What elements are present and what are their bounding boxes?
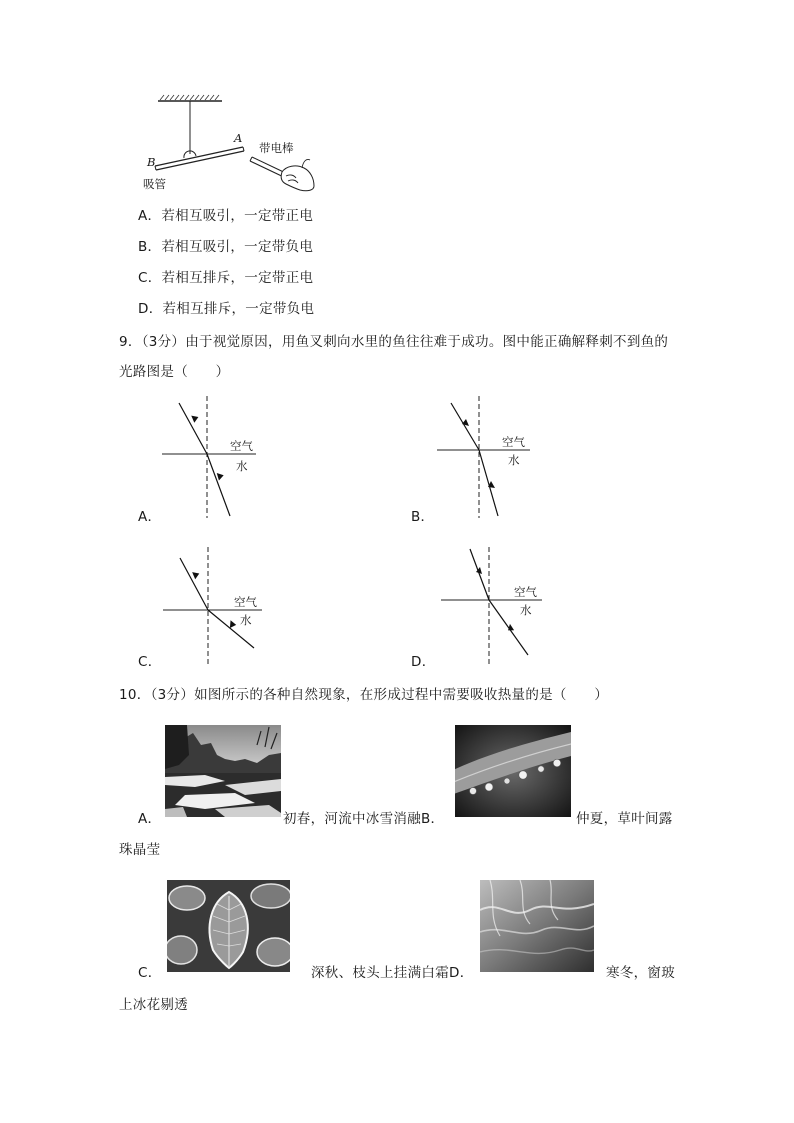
q10-option-d-text-2: 上冰花剔透 bbox=[119, 997, 188, 1013]
q10-option-a-letter: A． bbox=[138, 811, 162, 827]
option-text: 若相互吸引，一定带负电 bbox=[161, 239, 314, 255]
option-letter: B． bbox=[138, 239, 162, 255]
q10-stem: 10．（3分）如图所示的各种自然现象，在形成过程中需要吸收热量的是（ ） bbox=[119, 687, 609, 703]
option-letter: A． bbox=[138, 208, 162, 224]
q9-stem-line2: 光路图是（ ） bbox=[119, 364, 230, 380]
q10-option-d-text-1: 寒冬，窗玻 bbox=[606, 965, 675, 981]
river-ice-photo[interactable] bbox=[165, 725, 281, 817]
water-label: 水 bbox=[236, 459, 248, 473]
straw-label: 吸管 bbox=[143, 177, 166, 191]
water-label: 水 bbox=[240, 613, 252, 627]
water-label: 水 bbox=[508, 453, 520, 467]
q10-option-b-text-2: 珠晶莹 bbox=[119, 842, 161, 858]
q10-option-a-text[interactable] bbox=[283, 810, 444, 828]
diagram-letter: D． bbox=[411, 654, 436, 670]
diagram-letter: B． bbox=[411, 509, 435, 525]
option-b-letter: B． bbox=[421, 811, 445, 827]
option-c-desc: 深秋、枝头上挂满白霜 bbox=[311, 965, 449, 981]
option-letter: D． bbox=[138, 301, 163, 317]
rod-label: 带电棒 bbox=[259, 141, 294, 155]
river-ice-picture bbox=[165, 725, 281, 817]
q10-option-c-text[interactable] bbox=[311, 964, 474, 982]
diagram-letter: C． bbox=[138, 654, 162, 670]
q9-stem-line1: 9．（3分）由于视觉原因，用鱼叉刺向水里的鱼往往难于成功。图中能正确解释刺不到鱼的 bbox=[119, 334, 669, 350]
q10-option-b-text-1: 仲夏，草叶间露 bbox=[576, 811, 673, 827]
air-label: 空气 bbox=[230, 439, 253, 453]
air-label: 空气 bbox=[514, 585, 537, 599]
window-ice-picture bbox=[480, 880, 594, 972]
water-label: 水 bbox=[520, 603, 532, 617]
label-b: B bbox=[147, 155, 156, 169]
frost-leaf-picture bbox=[167, 880, 290, 972]
q10-option-c-letter: C． bbox=[138, 965, 162, 981]
option-letter: C． bbox=[138, 270, 162, 286]
option-d-letter: D． bbox=[449, 965, 474, 981]
option-text: 若相互排斥，一定带负电 bbox=[162, 301, 315, 317]
air-label: 空气 bbox=[234, 595, 257, 609]
window-ice-photo[interactable] bbox=[480, 880, 594, 972]
frost-leaf-photo[interactable] bbox=[167, 880, 290, 972]
option-a-desc: 初春，河流中冰雪消融 bbox=[283, 811, 421, 827]
option-text: 若相互排斥，一定带正电 bbox=[161, 270, 314, 286]
dew-leaf-picture bbox=[455, 725, 571, 817]
dew-leaf-photo[interactable] bbox=[455, 725, 571, 817]
label-a: A bbox=[234, 131, 243, 145]
option-text: 若相互吸引，一定带正电 bbox=[161, 208, 314, 224]
air-label: 空气 bbox=[502, 435, 525, 449]
diagram-letter: A． bbox=[138, 509, 162, 525]
